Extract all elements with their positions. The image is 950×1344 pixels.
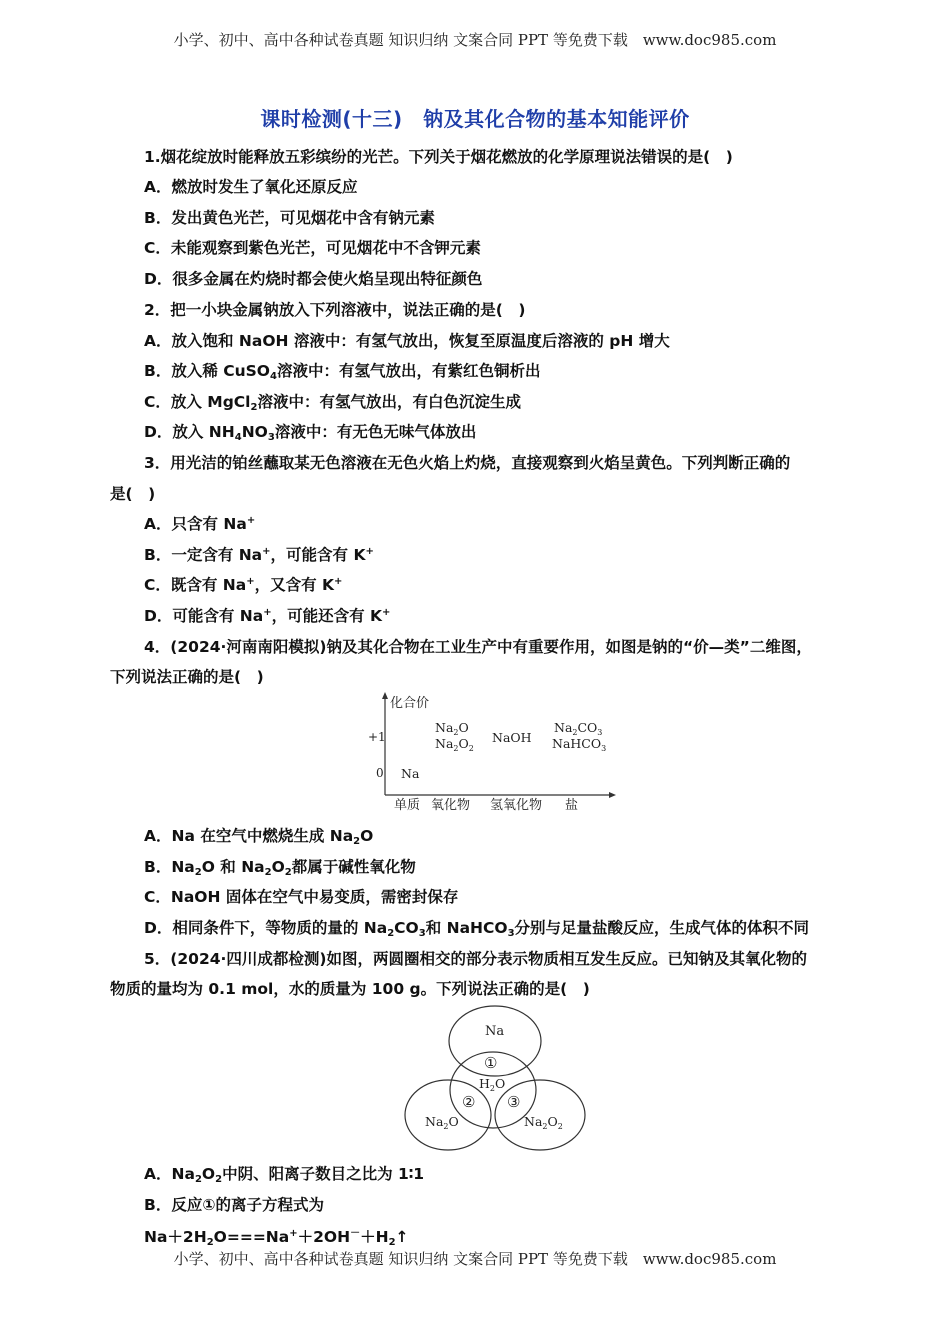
q3-stem-line2: 是( )	[110, 485, 156, 503]
q4-option-c: C．NaOH 固体在空气中易变质，需密封保存	[144, 888, 459, 906]
q2-option-b: B．放入稀 CuSO$_4$溶液中：有氢气放出，有紫红色铜析出	[144, 362, 541, 382]
x-label-oxide: 氧化物	[431, 798, 471, 813]
reaction-2: ②	[462, 1093, 476, 1111]
q1-option-d: D．很多金属在灼烧时都会使火焰呈现出特征颜色	[144, 270, 483, 288]
x-axis-arrow	[609, 792, 616, 798]
q2-option-d: D．放入 $NH_4NO_3$溶液中：有无色无味气体放出	[144, 423, 477, 443]
x-label-element: 单质	[394, 798, 421, 813]
q3-option-a: A．只含有 Na+	[144, 515, 256, 533]
cell-na2o2: $Na_2O_2$	[435, 736, 474, 753]
q4-option-a: A．Na 在空气中燃烧生成 $Na_2O$	[144, 827, 374, 847]
q2-option-c: C．放入 MgCl$_2$溶液中：有氢气放出，有白色沉淀生成	[144, 393, 521, 413]
q4-stem-line1: 4．(2024·河南南阳模拟)钠及其化合物在工业生产中有重要作用，如图是钠的“价—类”二维图，	[144, 638, 812, 656]
label-na2o: $Na_2O$	[425, 1114, 459, 1131]
reaction-1: ①	[484, 1054, 498, 1072]
y-axis-title: 化合价	[390, 696, 430, 711]
q3-option-b: B．一定含有 Na+，可能含有 K+	[144, 546, 374, 564]
valence-class-chart	[360, 688, 630, 818]
q4-stem-line2: 下列说法正确的是( )	[110, 668, 264, 686]
q4-option-b: B．$Na_2O$ 和 $Na_2O_2$都属于碱性氧化物	[144, 858, 416, 878]
q1-option-a: A．燃放时发生了氧化还原反应	[144, 178, 358, 196]
label-na2o2: $Na_2O_2$	[524, 1114, 563, 1131]
page-footer: 小学、初中、高中各种试卷真题 知识归纳 文案合同 PPT 等免费下载 www.doc985.com	[173, 1250, 777, 1268]
q5-equation: $Na+2H_2O===Na^++2OH^-+H_2↑$	[144, 1228, 409, 1248]
cell-naoh: NaOH	[492, 730, 532, 745]
q5-option-b: B．反应①的离子方程式为	[144, 1196, 324, 1214]
q1-option-c: C．未能观察到紫色光芒，可见烟花中不含钾元素	[144, 239, 481, 257]
y-tick-zero: 0	[376, 766, 384, 780]
q1-option-b: B．发出黄色光芒，可见烟花中含有钠元素	[144, 209, 435, 227]
label-na: Na	[485, 1024, 505, 1039]
q2-option-a: A．放入饱和 NaOH 溶液中：有氢气放出，恢复至原温度后溶液的 pH 增大	[144, 332, 670, 350]
q2-stem: 2．把一小块金属钠放入下列溶液中，说法正确的是( )	[144, 301, 526, 319]
q4-option-d: D．相同条件下，等物质的量的 $Na_2CO_3$和 NaHCO$_3$分别与足量盐酸反应，生成气体的体积不同	[144, 919, 810, 939]
q3-option-c: C．既含有 Na+，又含有 K+	[144, 576, 343, 594]
q3-stem-line1: 3．用光洁的铂丝蘸取某无色溶液在无色火焰上灼烧，直接观察到火焰呈黄色。下列判断正确的	[144, 454, 791, 472]
x-label-salt: 盐	[565, 798, 579, 813]
q5-option-a: A．$Na_2O_2$中阴、阳离子数目之比为 1∶1	[144, 1165, 425, 1185]
q5-stem-line2: 物质的量均为 0.1 mol，水的质量为 100 g。下列说法正确的是( )	[110, 980, 590, 998]
label-h2o: $H_2O$	[479, 1076, 506, 1093]
cell-na: Na	[401, 766, 420, 781]
cell-na2o: $Na_2O$	[435, 720, 469, 737]
reaction-3: ③	[507, 1093, 521, 1111]
q1-stem: 1.烟花绽放时能释放五彩缤纷的光芒。下列关于烟花燃放的化学原理说法错误的是( )	[144, 148, 733, 166]
page-title: 课时检测(十三) 钠及其化合物的基本知能评价	[260, 107, 690, 131]
reaction-circles-diagram	[400, 1003, 600, 1155]
cell-na2co3: $Na_2CO_3$	[554, 720, 603, 737]
y-axis-arrow	[382, 692, 388, 699]
page-header: 小学、初中、高中各种试卷真题 知识归纳 文案合同 PPT 等免费下载 www.doc985.com	[173, 31, 777, 49]
y-tick-plus1: +1	[368, 730, 386, 744]
cell-nahco3: NaHCO$_3$	[552, 736, 607, 753]
x-label-hydroxide: 氢氧化物	[490, 798, 543, 813]
q3-option-d: D．可能含有 Na+，可能还含有 K+	[144, 607, 391, 625]
q5-stem-line1: 5．(2024·四川成都检测)如图，两圆圈相交的部分表示物质相互发生反应。已知钠及其氧化物的	[144, 950, 807, 968]
